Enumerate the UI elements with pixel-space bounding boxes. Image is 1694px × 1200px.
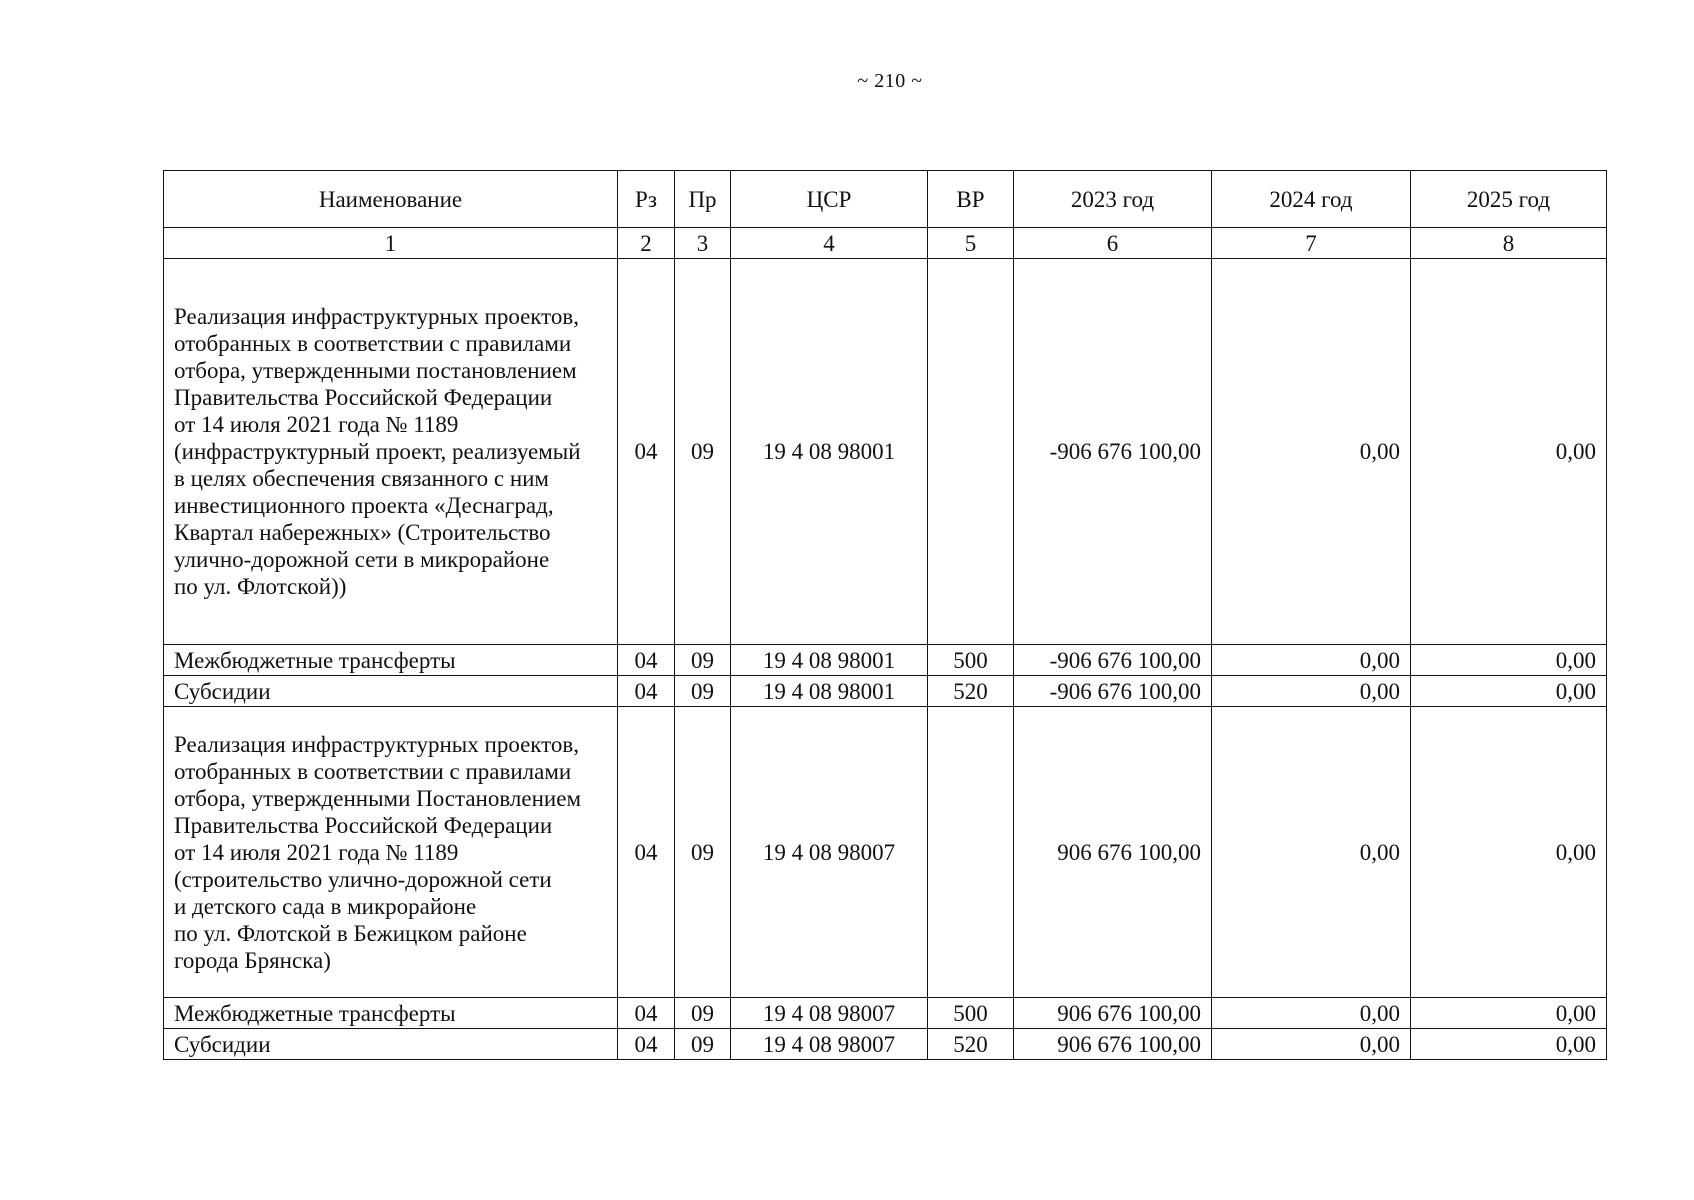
row-2024: 0,00 [1212,707,1411,998]
header-2025: 2025 год [1411,171,1607,228]
row-rz: 04 [618,676,675,707]
row-2024: 0,00 [1212,259,1411,645]
row-pr: 09 [675,676,731,707]
row-vr: 500 [928,645,1014,676]
header-name: Наименование [164,171,618,228]
column-number: 4 [731,228,928,259]
page-number: ~ 210 ~ [857,70,923,92]
row-2024: 0,00 [1212,645,1411,676]
row-pr: 09 [675,645,731,676]
row-csr: 19 4 08 98001 [731,259,928,645]
row-csr: 19 4 08 98007 [731,707,928,998]
column-number: 6 [1014,228,1212,259]
row-vr: 500 [928,998,1014,1029]
row-2025: 0,00 [1411,998,1607,1029]
row-name: Реализация инфраструктурных проектов, отобранных в соответствии с правилами отбора, утвержденными постановлением Правительства Российской Федерации от 14 июля 2021 года № 1189 (инфраструктурный проект, реализуемый в целях обеспечения связанного с ним инвестиционного проекта «Деснаград, Квартал набережных» (Строительство улично-дорожной сети в микрорайоне по ул. Флотской)) [164,259,618,645]
column-number: 7 [1212,228,1411,259]
table-row [164,676,1607,707]
row-2023: -906 676 100,00 [1014,645,1212,676]
row-2023: 906 676 100,00 [1014,1029,1212,1060]
row-2024: 0,00 [1212,998,1411,1029]
header-csr: ЦСР [731,171,928,228]
row-csr: 19 4 08 98001 [731,645,928,676]
row-2025: 0,00 [1411,676,1607,707]
header-2024: 2024 год [1212,171,1411,228]
row-vr [928,707,1014,998]
row-vr [928,259,1014,645]
table-row [164,259,1607,645]
row-2025: 0,00 [1411,259,1607,645]
row-2025: 0,00 [1411,707,1607,998]
table-row [164,1029,1607,1060]
row-name: Межбюджетные трансферты [164,998,618,1029]
row-csr: 19 4 08 98001 [731,676,928,707]
row-csr: 19 4 08 98007 [731,998,928,1029]
row-vr: 520 [928,676,1014,707]
table-row [164,707,1607,998]
table-row [164,645,1607,676]
row-2024: 0,00 [1212,1029,1411,1060]
row-pr: 09 [675,1029,731,1060]
header-vr: ВР [928,171,1014,228]
row-rz: 04 [618,645,675,676]
row-2023: -906 676 100,00 [1014,676,1212,707]
row-pr: 09 [675,259,731,645]
row-2025: 0,00 [1411,645,1607,676]
column-number-row [164,228,1607,259]
row-2023: 906 676 100,00 [1014,998,1212,1029]
column-number: 5 [928,228,1014,259]
row-vr: 520 [928,1029,1014,1060]
row-csr: 19 4 08 98007 [731,1029,928,1060]
row-2024: 0,00 [1212,676,1411,707]
header-pr: Пр [675,171,731,228]
row-pr: 09 [675,707,731,998]
row-2023: 906 676 100,00 [1014,707,1212,998]
row-rz: 04 [618,259,675,645]
budget-table [163,170,1607,1060]
table-row [164,998,1607,1029]
header-2023: 2023 год [1014,171,1212,228]
row-name: Межбюджетные трансферты [164,645,618,676]
column-number: 8 [1411,228,1607,259]
row-name: Реализация инфраструктурных проектов, отобранных в соответствии с правилами отбора, утвержденными Постановлением Правительства Российской Федерации от 14 июля 2021 года № 1189 (строительство улично-дорожной сети и детского сада в микрорайоне по ул. Флотской в Бежицком районе города Брянска) [164,707,618,998]
row-name: Субсидии [164,1029,618,1060]
column-number: 1 [164,228,618,259]
row-rz: 04 [618,707,675,998]
row-pr: 09 [675,998,731,1029]
row-2023: -906 676 100,00 [1014,259,1212,645]
row-2025: 0,00 [1411,1029,1607,1060]
column-number: 3 [675,228,731,259]
row-rz: 04 [618,1029,675,1060]
header-rz: Рз [618,171,675,228]
row-rz: 04 [618,998,675,1029]
row-name: Субсидии [164,676,618,707]
column-number: 2 [618,228,675,259]
table-header-row [164,171,1607,228]
